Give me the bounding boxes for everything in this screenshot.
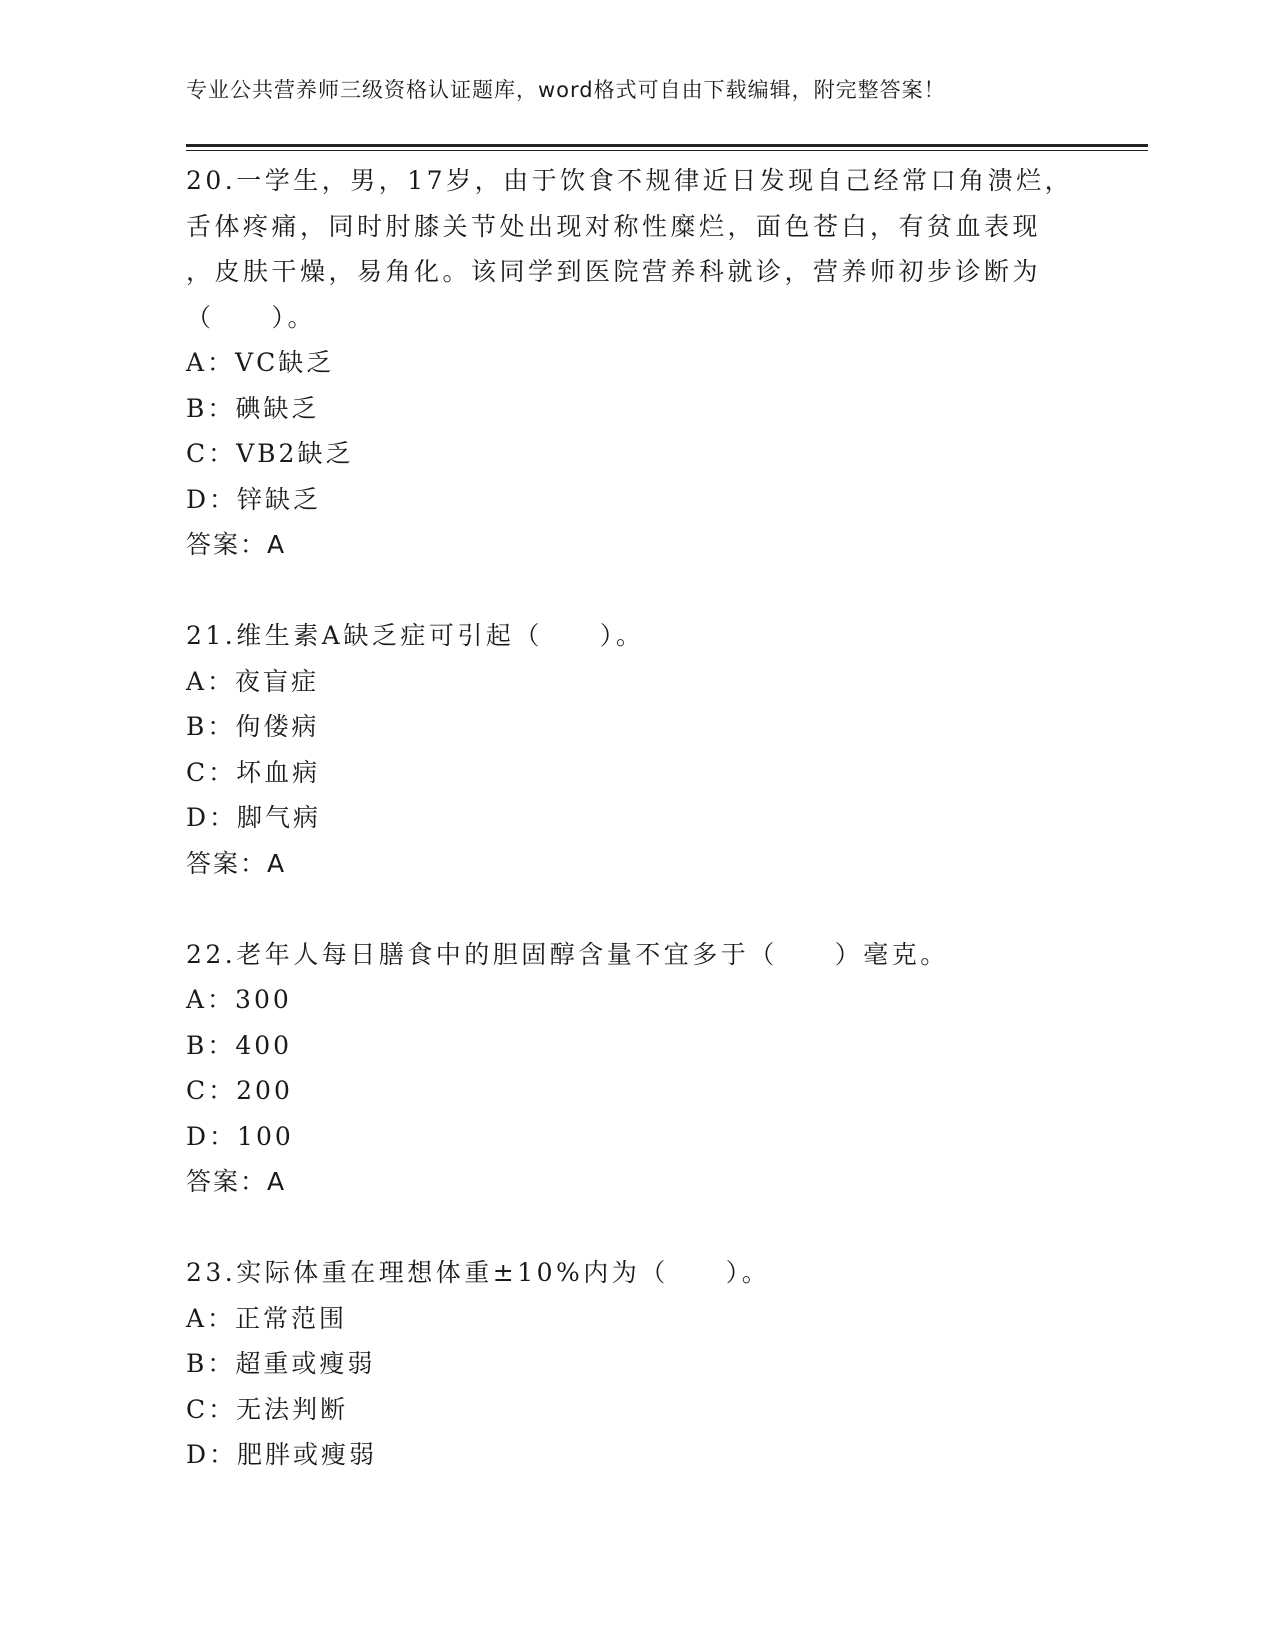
- option-b: B：碘缺乏: [186, 393, 320, 423]
- question-stem-line: （ ）。: [186, 302, 317, 332]
- question-stem-line: 22.老年人每日膳食中的胆固醇含量不宜多于（ ）毫克。: [186, 939, 949, 969]
- question-stem-line: 21.维生素A缺乏症可引起（ ）。: [186, 621, 645, 650]
- page-header: 专业公共营养师三级资格认证题库，word格式可自由下载编辑，附完整答案！: [186, 78, 946, 102]
- question-spacer: [186, 886, 1086, 932]
- question-spacer: [186, 1205, 1086, 1251]
- question-spacer: [186, 568, 1086, 614]
- answer-line: 答案：A: [186, 1167, 287, 1196]
- answer-line: 答案：A: [186, 848, 287, 878]
- option-c: C：坏血病: [186, 757, 321, 787]
- question-22: [186, 932, 1086, 1205]
- question-stem-line: 23.实际体重在理想体重±10%内为（ ）。: [186, 1258, 771, 1287]
- option-b: B：佝偻病: [186, 712, 320, 741]
- option-c: C：无法判断: [186, 1394, 349, 1424]
- answer-line: 答案：A: [186, 530, 287, 559]
- option-b: B：400: [186, 1030, 293, 1060]
- option-d: D：肥胖或瘦弱: [186, 1440, 378, 1469]
- option-d: D：100: [186, 1121, 294, 1151]
- question-21: [186, 613, 1086, 886]
- option-a: A：300: [186, 985, 292, 1014]
- header-rule-thin: [186, 150, 1148, 151]
- option-a: A：夜盲症: [186, 666, 320, 696]
- option-a: A：正常范围: [186, 1303, 348, 1333]
- question-stem-line: ，皮肤干燥，易角化。该同学到医院营养科就诊，营养师初步诊断为: [186, 257, 1042, 286]
- question-23: [186, 1250, 1086, 1478]
- option-b: B：超重或瘦弱: [186, 1349, 376, 1378]
- question-stem-line: 20.一学生，男，17岁，由于饮食不规律近日发现自己经常口角溃烂，: [186, 166, 1074, 195]
- option-d: D：脚气病: [186, 803, 322, 832]
- option-d: D：锌缺乏: [186, 484, 322, 514]
- option-c: C：200: [186, 1076, 293, 1105]
- header-rule-thick: [186, 144, 1148, 147]
- question-stem-line: 舌体疼痛，同时肘膝关节处出现对称性糜烂，面色苍白，有贫血表现: [186, 211, 1042, 241]
- question-list: [186, 158, 1086, 1478]
- option-a: A：VC缺乏: [186, 348, 335, 377]
- option-c: C：VB2缺乏: [186, 439, 354, 468]
- question-20: [186, 158, 1086, 568]
